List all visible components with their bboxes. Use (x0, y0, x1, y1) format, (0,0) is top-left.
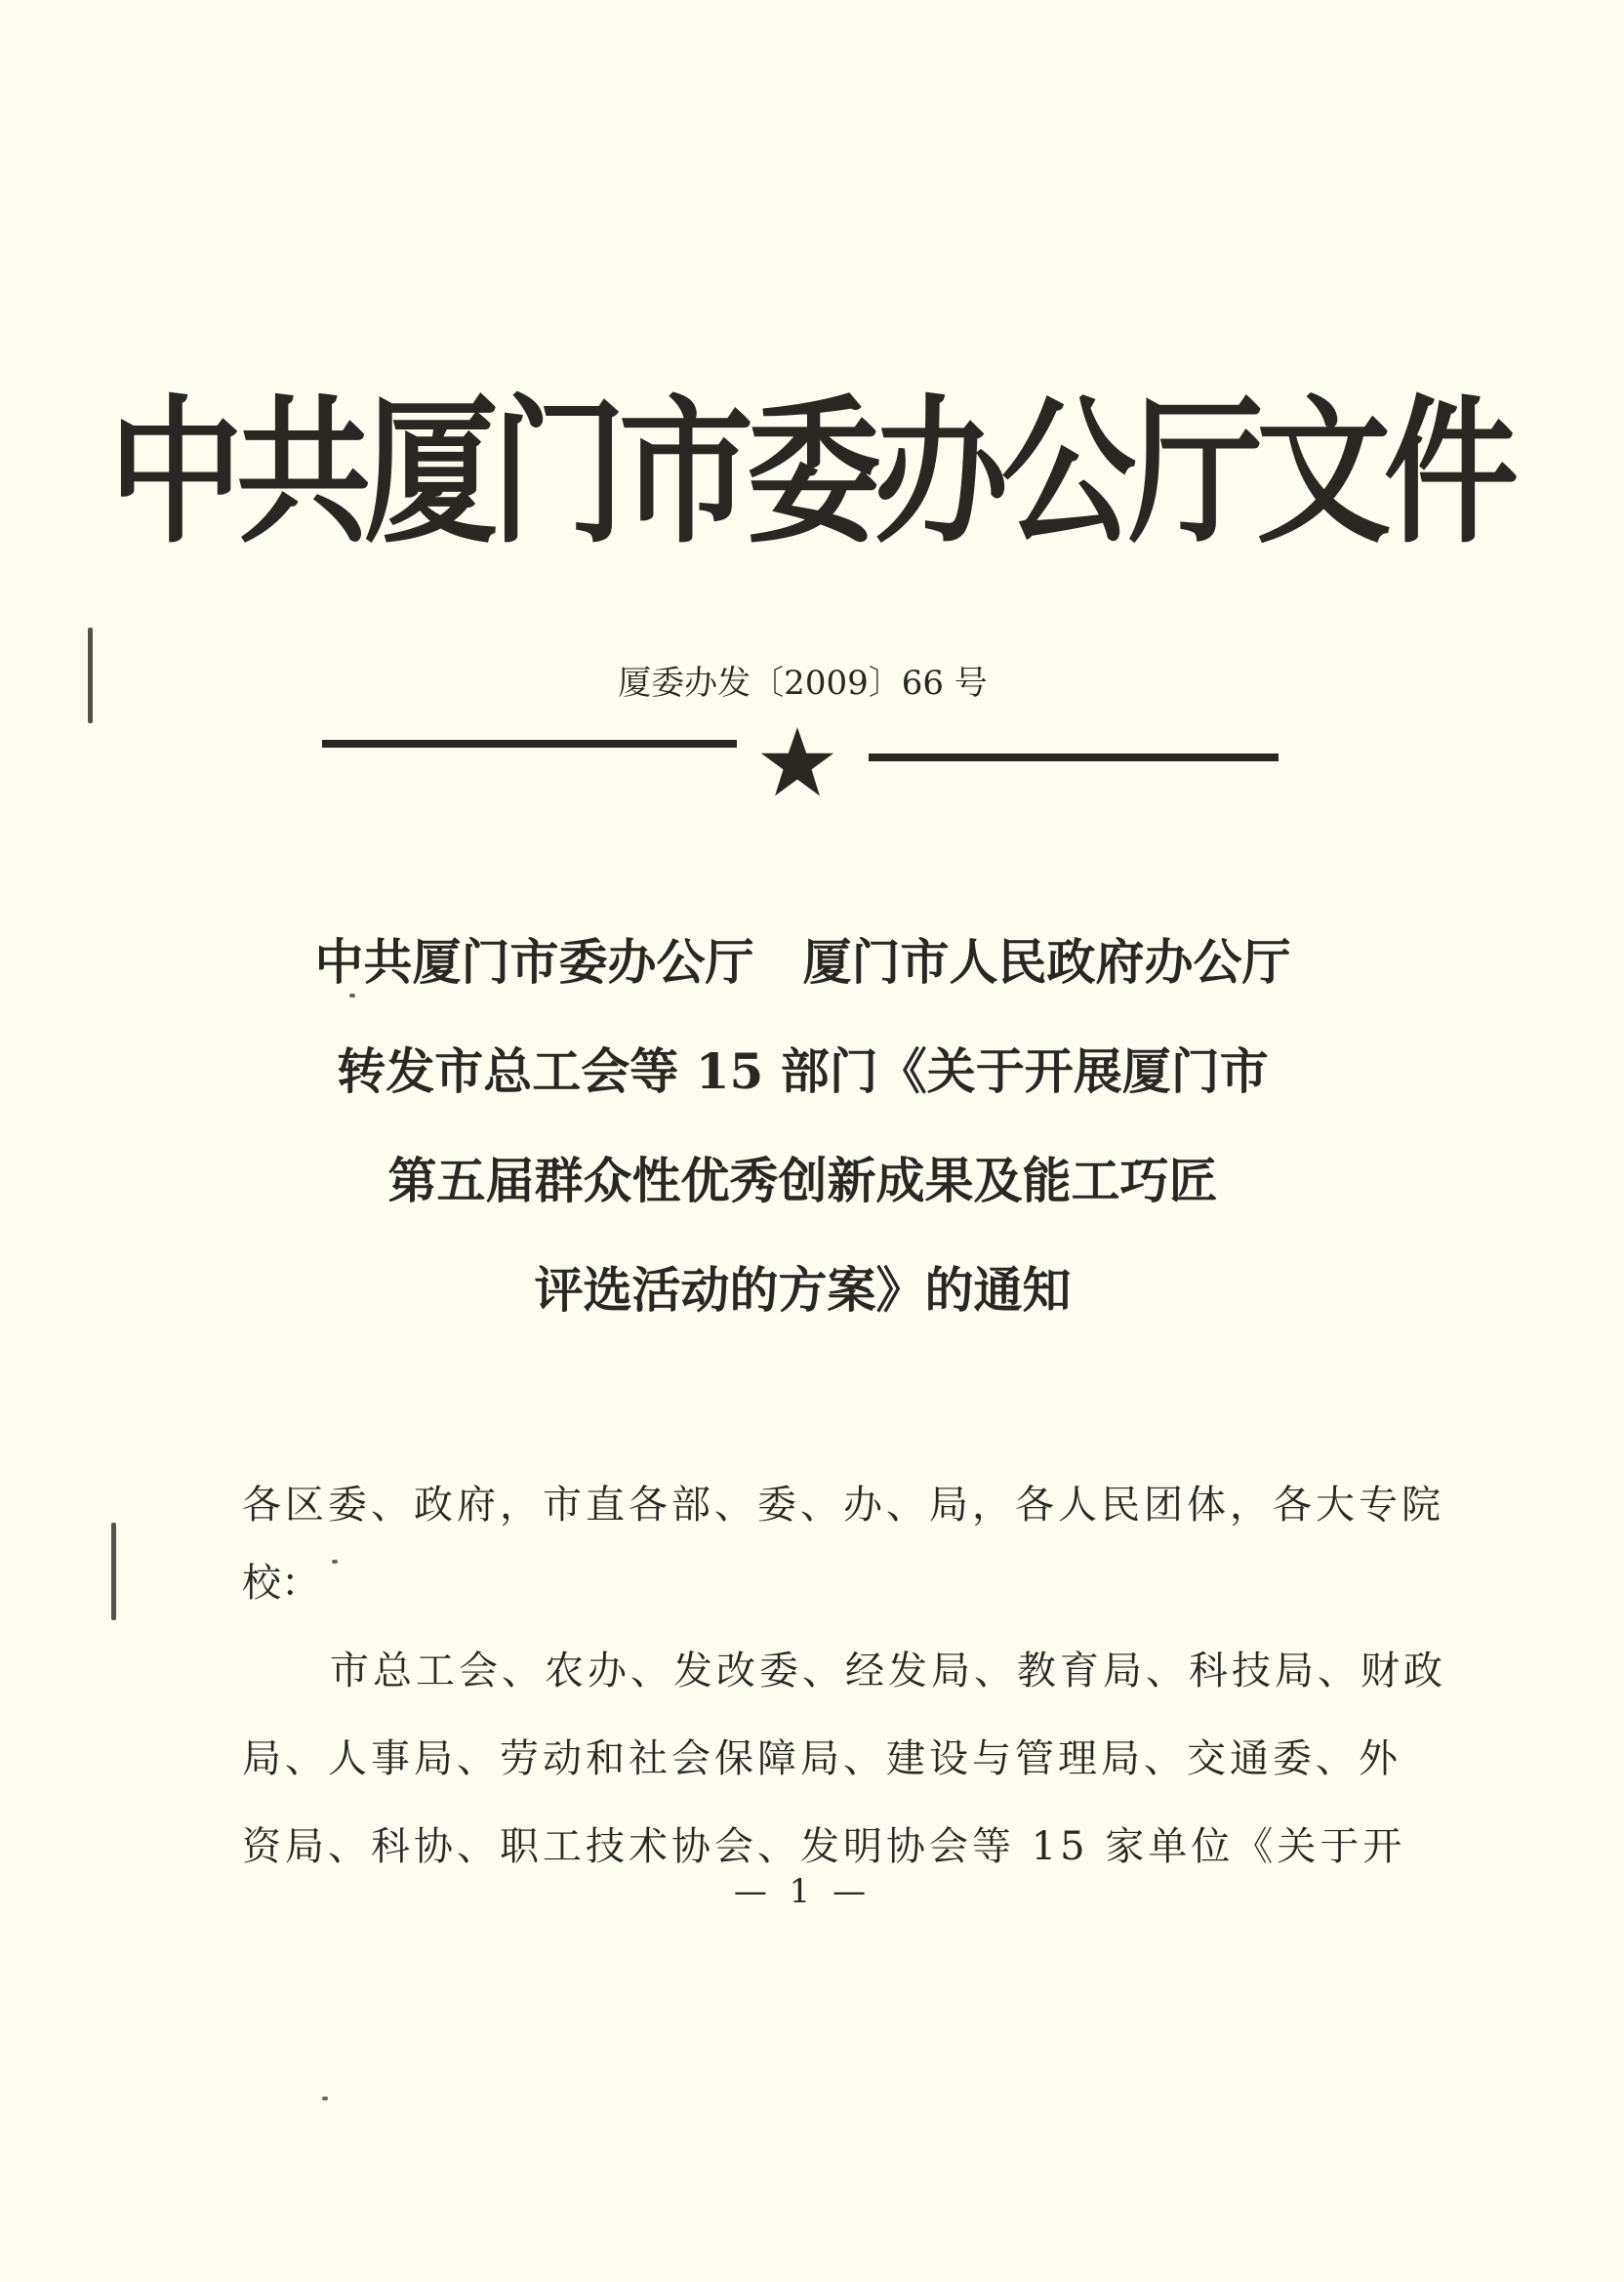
addressee-line: 各区委、政府，市直各部、委、办、局，各人民团体，各大专院 (242, 1483, 1444, 1528)
document-masthead: 中共厦门市委办公厅文件 (108, 382, 1512, 566)
document-number: 厦委办发〔2009〕66 号 (618, 664, 988, 703)
title-line: 中共厦门市委办公厅 厦门市人民政府办公厅 (314, 933, 1291, 991)
body-line: 市总工会、农办、发改委、经发局、教育局、科技局、财政 (330, 1649, 1446, 1693)
notice-title (195, 908, 1410, 1345)
divider-line-right (869, 754, 1279, 761)
scan-speck (349, 994, 355, 998)
title-line: 转发市总工会等 15 部门《关于开展厦门市 (337, 1042, 1269, 1100)
body-line: 资局、科协、职工技术协会、发明协会等 15 家单位《关于开 (242, 1824, 1406, 1869)
title-line: 评选活动的方案》的通知 (534, 1261, 1072, 1319)
divider-line-left (322, 740, 737, 748)
body-line: 局、人事局、劳动和社会保障局、建设与管理局、交通委、外 (242, 1736, 1401, 1781)
scan-speck (332, 1560, 338, 1564)
title-line: 第五届群众性优秀创新成果及能工巧匠 (387, 1152, 1218, 1209)
star-icon (759, 724, 835, 800)
binding-staple-mark (88, 628, 93, 723)
scan-speck (322, 2097, 328, 2100)
page-number: — 1 — (733, 1872, 873, 1911)
addressee-line: 校： (242, 1561, 320, 1606)
binding-staple-mark (111, 1523, 116, 1620)
